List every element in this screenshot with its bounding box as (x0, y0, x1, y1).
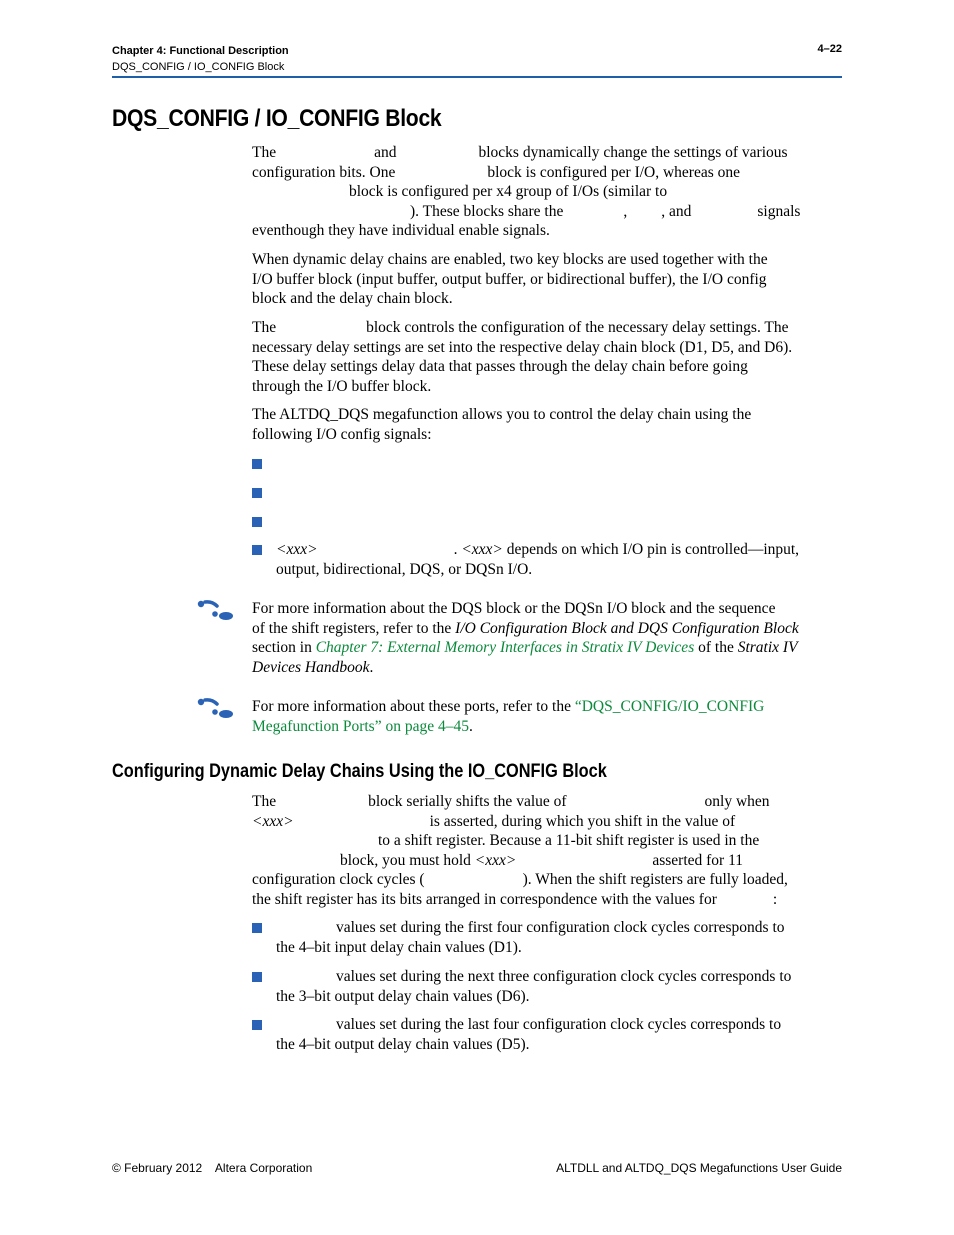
note-dqs-block: For more information about the DQS block or the DQSn I/O block and the sequence of the shift registers, refer to the I/O Configuration Block and DQS Configuration Block section in Chapter 7: External Memory Interfaces in Stratix IV Devices of the Stratix IV Devices Handbook. (252, 600, 799, 676)
note-pointer-icon (196, 696, 236, 720)
running-header (112, 43, 289, 75)
bullet-square (252, 972, 262, 982)
note-ports: For more information about these ports, refer to the “DQS_CONFIG/IO_CONFIG Megafunction Ports” on page 4–45. (252, 698, 765, 735)
bullet-item-signal: <xxx> . <xxx> depends on which I/O pin is controlled—input, output, bidirectional, DQS, or DQSn I/O. (276, 541, 800, 578)
footer-guide-title: ALTDLL and ALTDQ_DQS Megafunctions User Guide (556, 1161, 842, 1175)
paragraph-dynamic-delay: When dynamic delay chains are enabled, two key blocks are used together with the I/O buffer block (input buffer, output buffer, or bidirectional buffer), the I/O config block and the delay chain block. (252, 251, 768, 308)
bullet-square (252, 545, 262, 555)
paragraph-config-block: The block controls the configuration of the necessary delay settings. The necessary delay settings are set into the respective delay chain block (D1, D5, and D6). These delay settings delay data that passes through the delay chain before going through the I/O buffer block. (252, 319, 793, 395)
bullet-item-d1: values set during the first four configuration clock cycles corresponds to the 4–bit input delay chain values (D1). (276, 919, 785, 956)
header-section: DQS_CONFIG / IO_CONFIG Block (112, 61, 285, 73)
paragraph-intro: The and blocks dynamically change the settings of various configuration bits. One block is configured per I/O, whereas one block is configured per x4 group of I/Os (similar to ). These blocks share the , , and signals eventhough they have individual enable signals. (252, 144, 801, 240)
bullet-square (252, 488, 262, 498)
page-title: DQS_CONFIG / IO_CONFIG Block (112, 105, 442, 132)
header-rule (112, 76, 842, 78)
bullet-item-d6: values set during the next three configuration clock cycles corresponds to the 3–bit output delay chain values (D6). (276, 968, 792, 1005)
bullet-square (252, 1020, 262, 1030)
note-pointer-icon (196, 598, 236, 622)
ports-link[interactable]: “DQS_CONFIG/IO_CONFIG (574, 698, 765, 715)
ports-link-continued[interactable]: Megafunction Ports” on page 4–45 (252, 717, 469, 735)
paragraph-megafunction: The ALTDQ_DQS megafunction allows you to control the delay chain using the following I/O config signals: (252, 406, 752, 443)
bullet-square (252, 459, 262, 469)
bullet-item-d5: values set during the last four configuration clock cycles corresponds to the 4–bit output delay chain values (D5). (276, 1016, 782, 1053)
header-chapter: Chapter 4: Functional Description (112, 45, 289, 57)
chapter7-link[interactable]: Chapter 7: External Memory Interfaces in Stratix IV Devices (315, 639, 695, 657)
bullet-square (252, 517, 262, 527)
paragraph-shift-register: The block serially shifts the value of only when <xxx> is asserted, during which you shift in the value of to a shift register. Because a 11-bit shift register is used in the block, you must hold <xxx> asserted for 11 configuration clock cycles ( ). When the shift registers are fully loaded, the shift register has its bits arranged in correspondence with the values for : (252, 793, 788, 908)
section-subtitle: Configuring Dynamic Delay Chains Using the IO_CONFIG Block (112, 761, 607, 782)
footer-copyright: © February 2012 Altera Corporation (112, 1161, 313, 1175)
header-page-number: 4–22 (817, 43, 842, 55)
bullet-square (252, 923, 262, 933)
